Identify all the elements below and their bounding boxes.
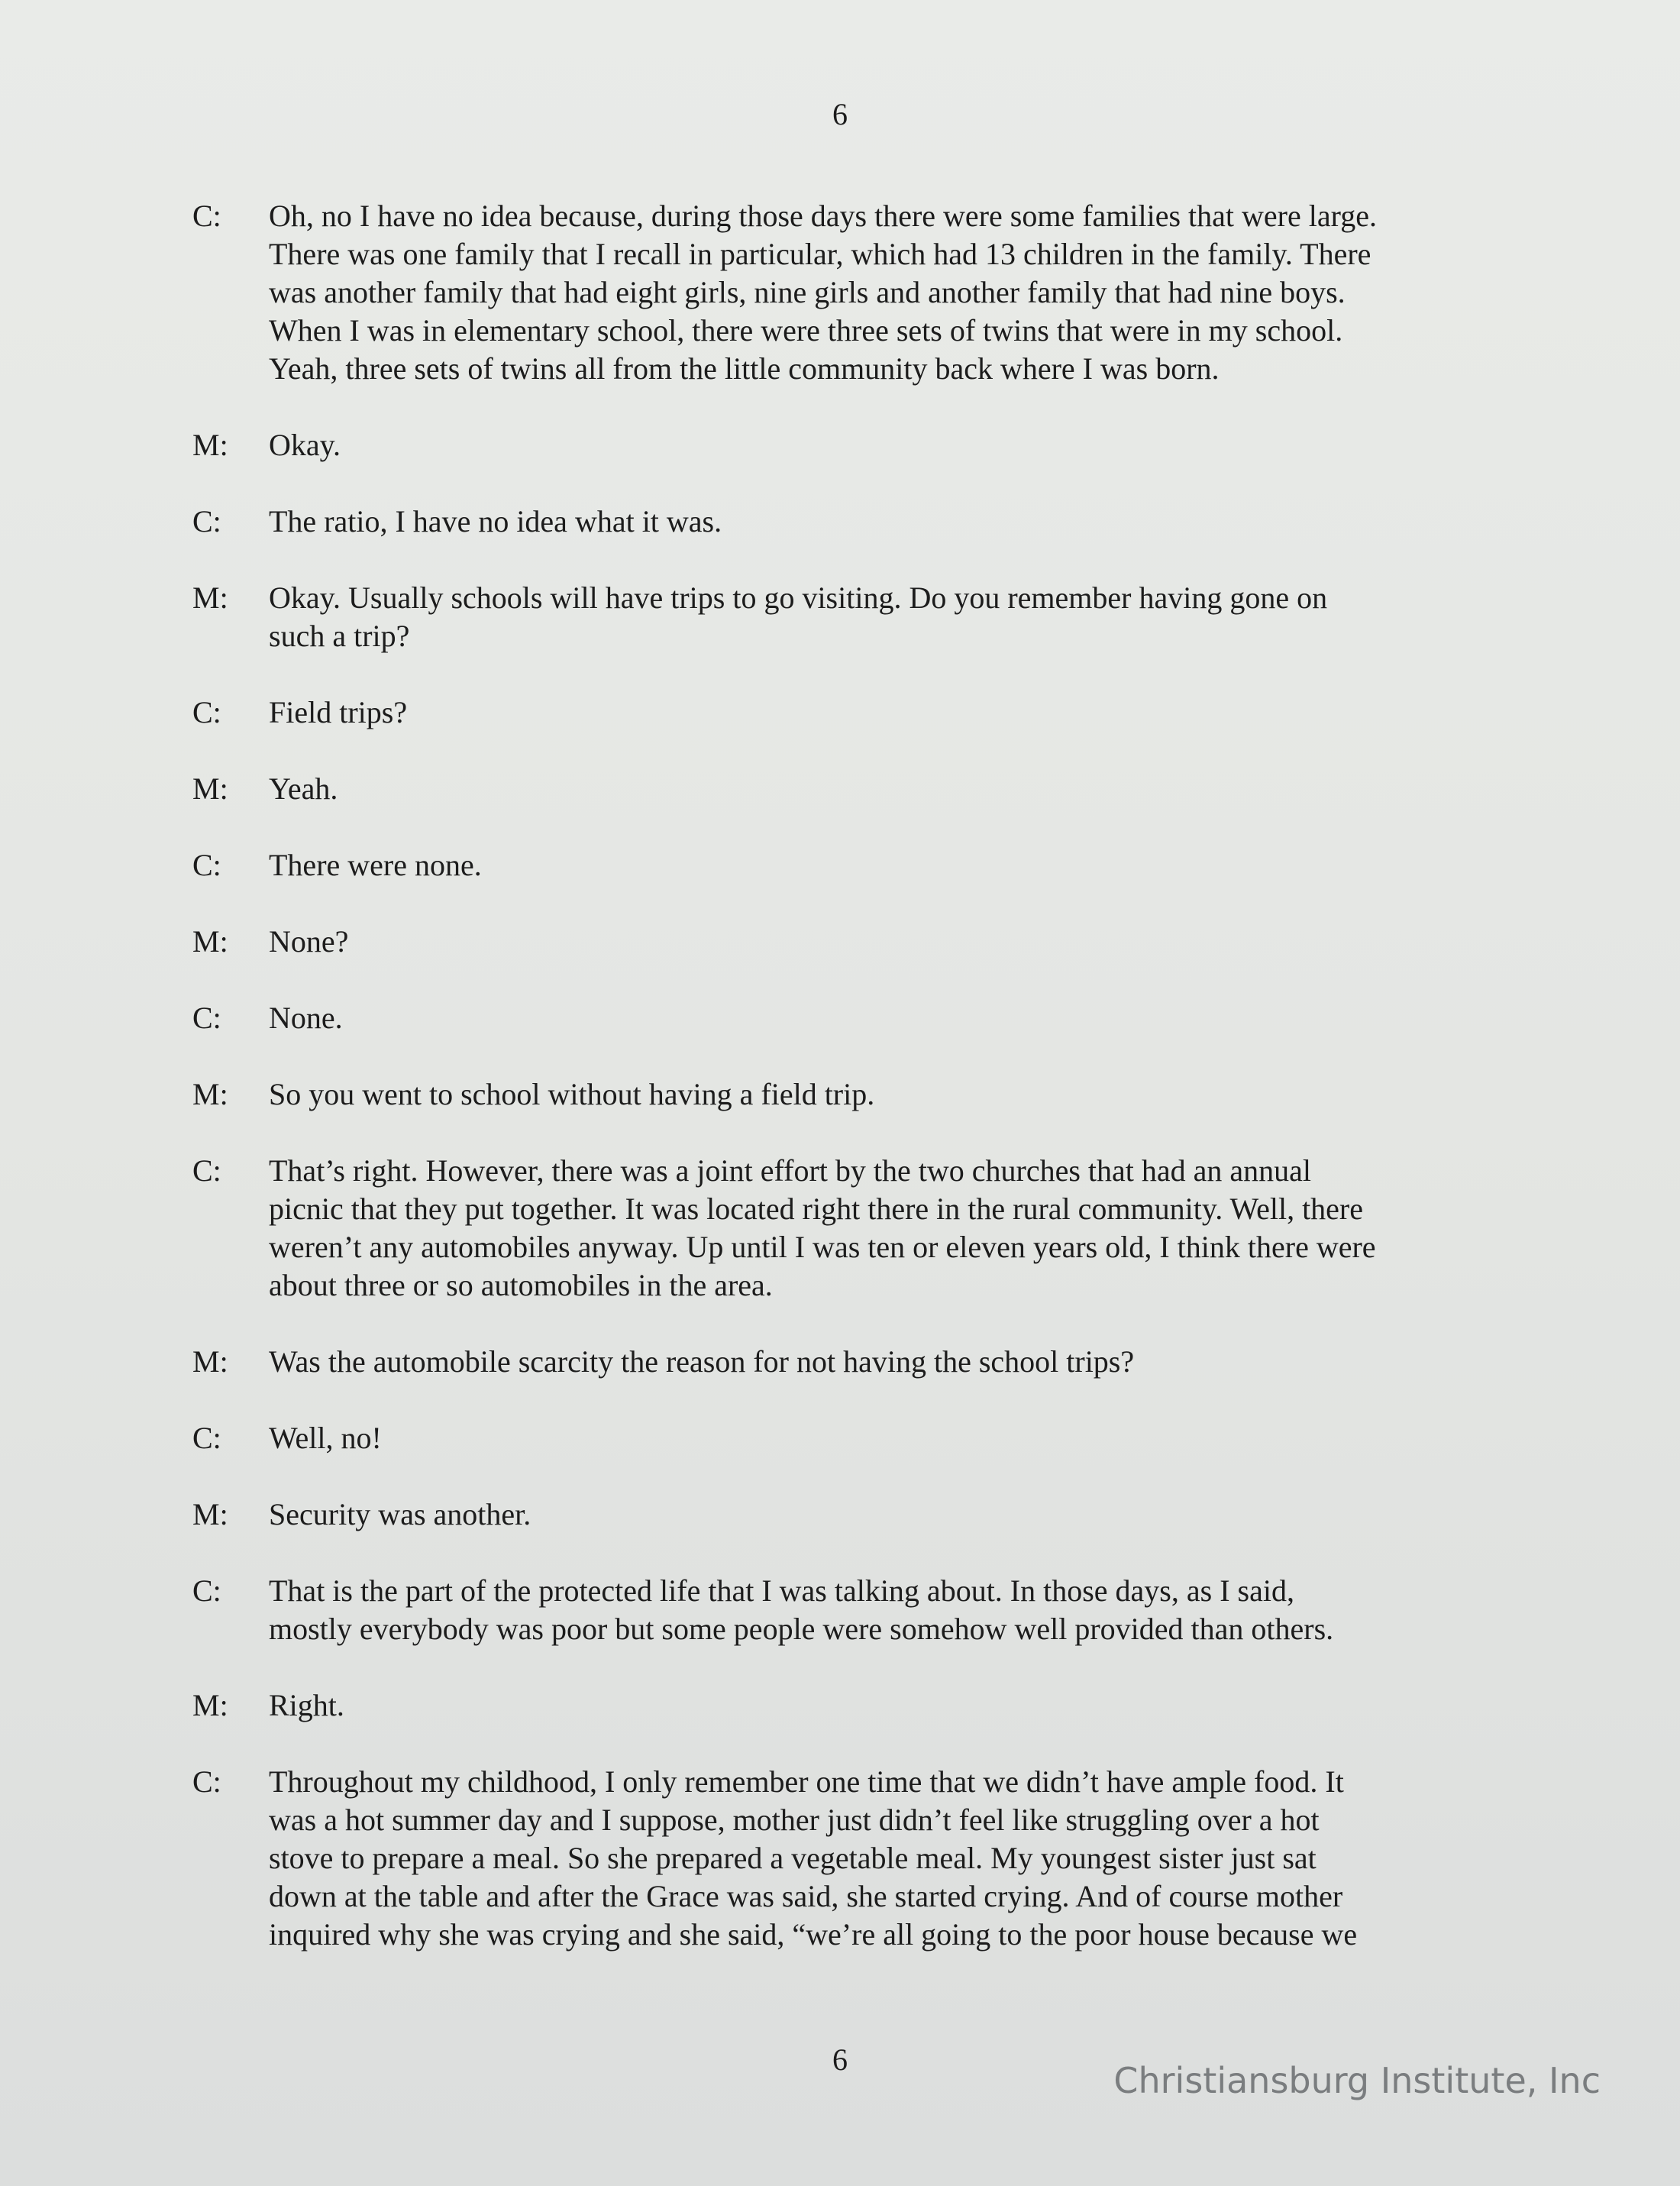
speaker-label: M: — [192, 1688, 228, 1722]
utterance-text: That’s right. However, there was a joint effort by the two churches that had an annual picnic that they put together. It was located right there in the rural community. Well, there weren’t any automobiles anyway. Up until I was ten or eleven years old, I think there were about three or so automobiles in the area. — [269, 1153, 1376, 1302]
transcript-exchange — [192, 1763, 1521, 1954]
transcript-exchange — [192, 999, 1521, 1037]
utterance-text: The ratio, I have no idea what it was. — [269, 504, 722, 538]
transcript-exchange — [192, 1343, 1521, 1381]
speaker-label: C: — [192, 1573, 221, 1608]
transcript-exchange — [192, 1496, 1521, 1534]
speaker-label: M: — [192, 1497, 228, 1531]
speaker-label: M: — [192, 428, 228, 462]
transcript-exchange — [192, 1152, 1521, 1305]
utterance-text: Field trips? — [269, 695, 408, 729]
transcript-exchange — [192, 770, 1521, 808]
speaker-label: C: — [192, 1421, 221, 1455]
utterance-text: There were none. — [269, 848, 482, 882]
transcript-exchange — [192, 197, 1521, 388]
utterance-text: Okay. Usually schools will have trips to go visiting. Do you remember having gone on such a trip? — [269, 580, 1328, 653]
speaker-label: M: — [192, 1077, 228, 1111]
utterance-text: Security was another. — [269, 1497, 531, 1531]
transcript-exchange — [192, 503, 1521, 541]
speaker-label: C: — [192, 1153, 221, 1188]
speaker-label: C: — [192, 695, 221, 729]
utterance-text: None. — [269, 1001, 343, 1035]
speaker-label: M: — [192, 1344, 228, 1379]
utterance-text: None? — [269, 924, 349, 959]
watermark: Christiansburg Institute, Inc — [1113, 2060, 1601, 2101]
utterance-text: Yeah. — [269, 771, 338, 806]
page-number-bottom: 6 — [832, 2042, 848, 2077]
transcript-exchange — [192, 1419, 1521, 1457]
utterance-text: Well, no! — [269, 1421, 382, 1455]
speaker-label: C: — [192, 1764, 221, 1799]
speaker-label: C: — [192, 848, 221, 882]
transcript-exchange — [192, 426, 1521, 464]
transcript-exchange — [192, 1572, 1521, 1648]
transcript-exchange — [192, 694, 1521, 732]
transcript-exchange — [192, 846, 1521, 884]
speaker-label: C: — [192, 504, 221, 538]
utterance-text: Was the automobile scarcity the reason for not having the school trips? — [269, 1344, 1135, 1379]
speaker-label: M: — [192, 771, 228, 806]
speaker-label: M: — [192, 580, 228, 615]
utterance-text: Right. — [269, 1688, 344, 1722]
utterance-text: Okay. — [269, 428, 341, 462]
speaker-label: C: — [192, 1001, 221, 1035]
utterance-text: That is the part of the protected life that I was talking about. In those days, as I said, mostly everybody was poor but some people were somehow well provided than others. — [269, 1573, 1334, 1646]
transcript-exchange — [192, 923, 1521, 961]
utterance-text: Oh, no I have no idea because, during those days there were some families that were large. There was one family that I recall in particular, which had 13 children in the family. There was another family that had eight girls, nine girls and another family that had nine boys. When I was in elementary school, there were three sets of twins that were in my school. Yeah, three sets of twins all from the little community back where I was born. — [269, 199, 1377, 386]
transcript-exchange — [192, 1686, 1521, 1725]
transcript — [192, 197, 1521, 1992]
utterance-text: So you went to school without having a field trip. — [269, 1077, 875, 1111]
transcript-exchange — [192, 1075, 1521, 1114]
speaker-label: C: — [192, 199, 221, 233]
page-number-top: 6 — [832, 97, 848, 131]
utterance-text: Throughout my childhood, I only remember one time that we didn’t have ample food. It was a hot summer day and I suppose, mother just didn’t feel like struggling over a hot stove to prepare a meal. So she prepared a vegetable meal. My youngest sister just sat down at the table and after the Grace was said, she started crying. And of course mother inquired why she was crying and she said, “we’re all going to the poor house because we — [269, 1764, 1358, 1952]
transcript-exchange — [192, 579, 1521, 655]
speaker-label: M: — [192, 924, 228, 959]
